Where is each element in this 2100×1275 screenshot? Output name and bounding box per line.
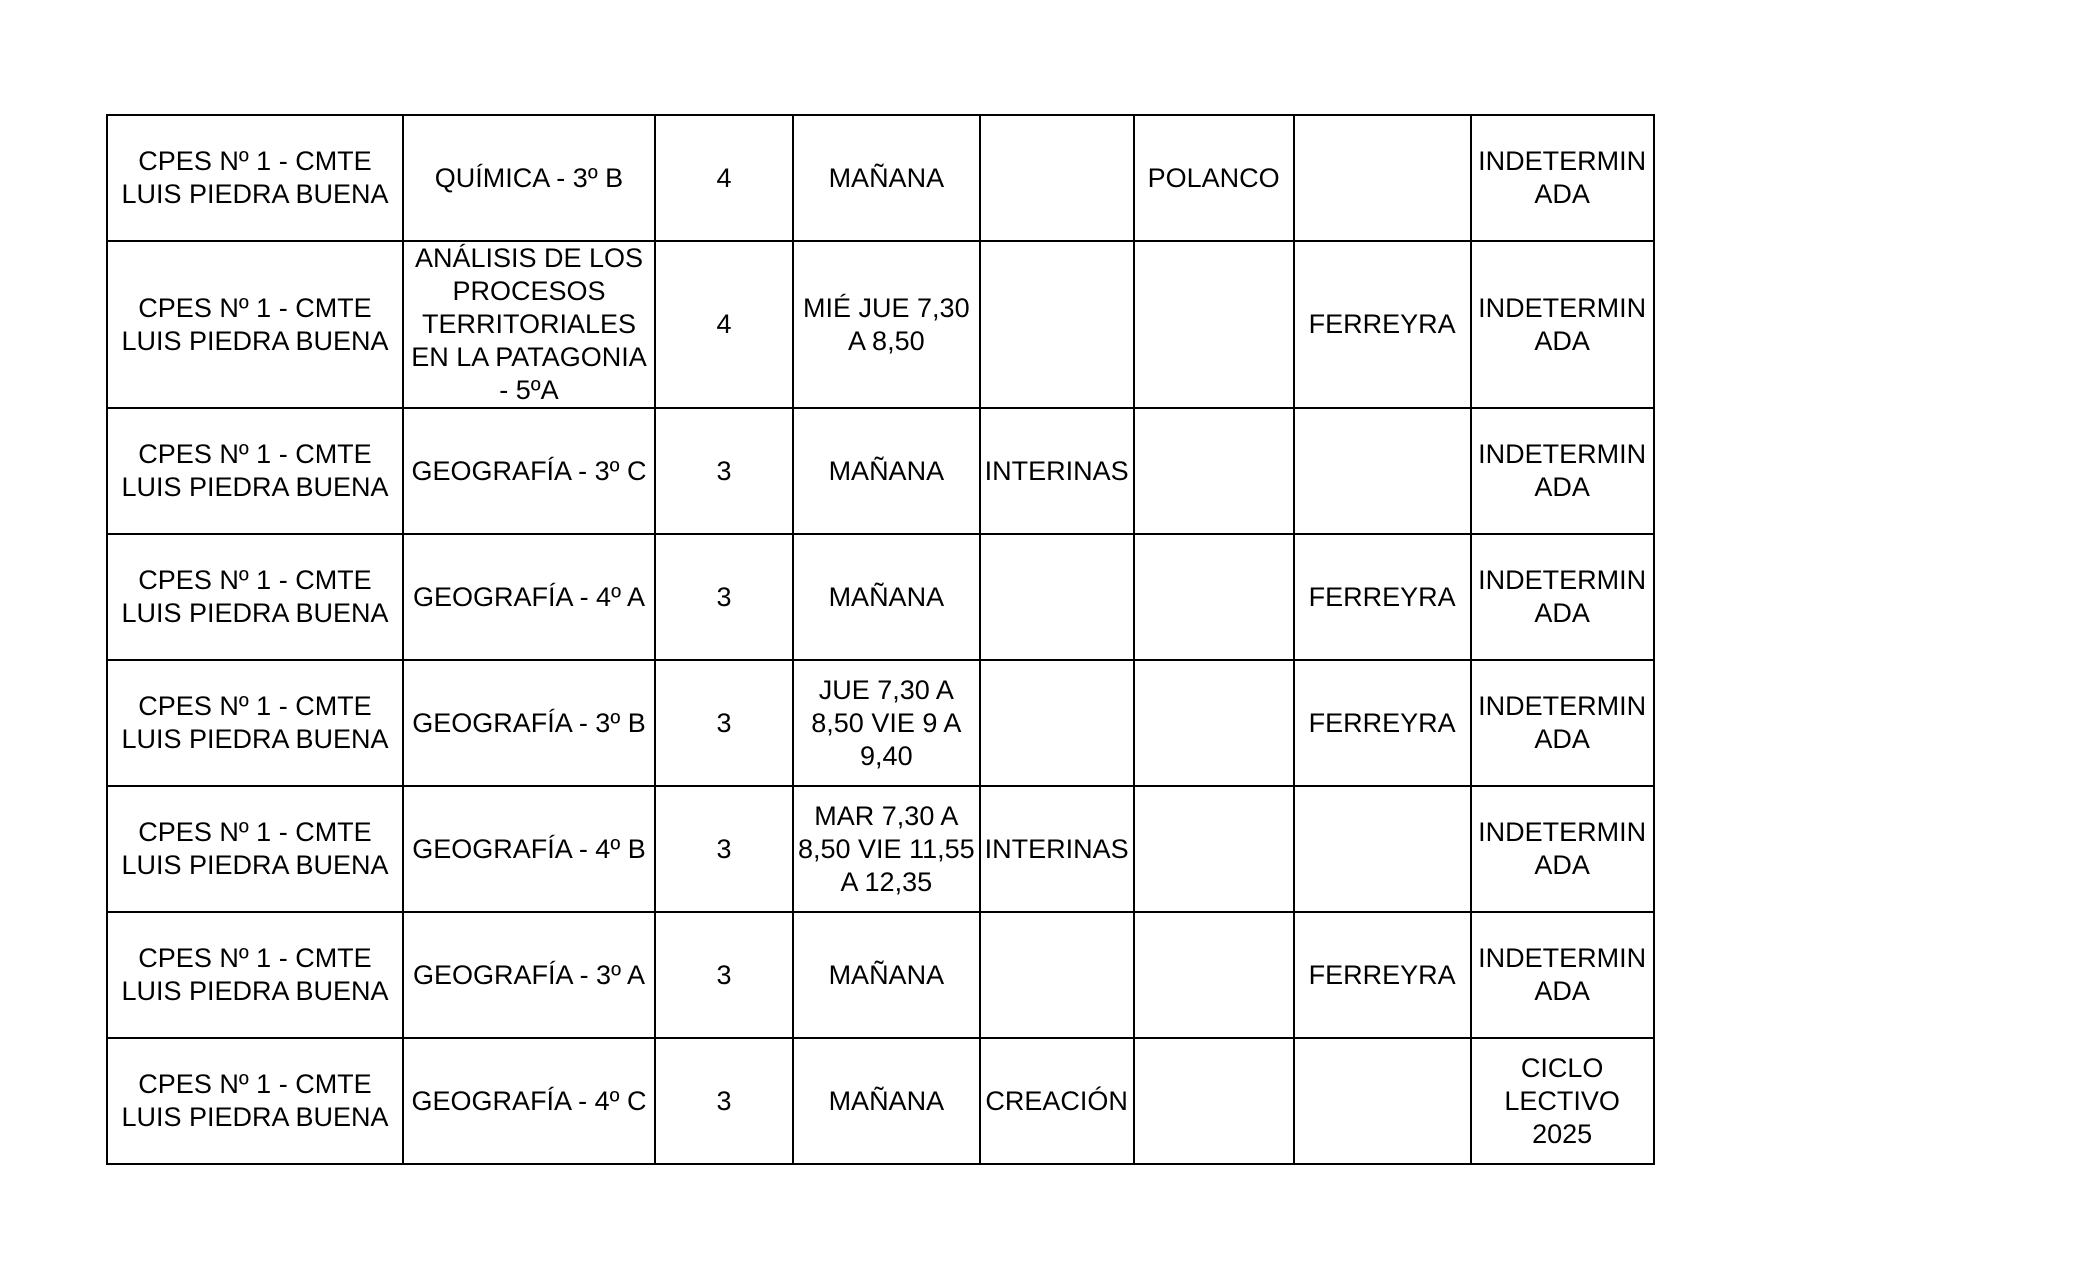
subject-cell-line: GEOGRAFÍA - 3º A (413, 959, 645, 990)
table-body (107, 115, 1654, 1164)
hours-cell-text: 4 (716, 162, 732, 193)
duration-cell-line: ADA (1534, 472, 1590, 502)
hours-cell-text: 3 (716, 581, 732, 612)
schedule-cell-line: 8,50 VIE 11,55 (798, 833, 975, 864)
schedule-cell-line: A 8,50 (848, 325, 925, 356)
type-cell (980, 786, 1134, 912)
teacher-cell (1134, 660, 1294, 786)
type-cell (980, 660, 1134, 786)
duration-cell-line: INDETERMIN (1478, 146, 1647, 176)
subject-cell (403, 912, 655, 1038)
school-cell (107, 534, 403, 660)
school-cell-line: CPES Nº 1 - CMTE (138, 817, 372, 847)
school-cell-line: CPES Nº 1 - CMTE (138, 943, 372, 973)
schedule-cell (793, 241, 980, 408)
teacher-cell-2 (1294, 786, 1471, 912)
school-cell (107, 660, 403, 786)
duration-cell (1471, 115, 1654, 241)
teacher-cell (1134, 1038, 1294, 1164)
duration-cell (1471, 912, 1654, 1038)
duration-cell (1471, 241, 1654, 408)
subject-cell-line: QUÍMICA - 3º B (434, 162, 624, 193)
schedule-cell (793, 660, 980, 786)
type-cell (980, 408, 1134, 534)
subject-cell (403, 534, 655, 660)
hours-cell-text: 3 (716, 455, 732, 486)
school-cell (107, 408, 403, 534)
schedule-cell-line: MIÉ JUE 7,30 (803, 292, 970, 323)
teacher-cell-2 (1294, 1038, 1471, 1164)
hours-cell (655, 534, 793, 660)
teacher-cell (1134, 241, 1294, 408)
hours-cell (655, 408, 793, 534)
schedule-cell-line: MAÑANA (828, 162, 945, 193)
subject-cell (403, 408, 655, 534)
schedule-cell (793, 912, 980, 1038)
subject-cell-line: - 5ºA (499, 375, 559, 405)
table-row (107, 912, 1654, 1038)
duration-cell (1471, 1038, 1654, 1164)
hours-cell (655, 1038, 793, 1164)
school-cell (107, 786, 403, 912)
teacher-cell (1134, 786, 1294, 912)
school-cell-line: LUIS PIEDRA BUENA (121, 850, 389, 880)
duration-cell (1471, 660, 1654, 786)
subject-cell-line: TERRITORIALES (421, 309, 637, 339)
teacher-cell-2 (1294, 408, 1471, 534)
duration-cell-line: INDETERMIN (1478, 292, 1647, 323)
teacher-cell-2 (1294, 115, 1471, 241)
subject-cell (403, 115, 655, 241)
vacancy-table (106, 114, 1655, 1165)
school-cell-line: CPES Nº 1 - CMTE (138, 1069, 372, 1099)
duration-cell-line: ADA (1534, 976, 1590, 1006)
school-cell-line: LUIS PIEDRA BUENA (121, 325, 389, 356)
school-cell-line: LUIS PIEDRA BUENA (121, 598, 389, 628)
duration-cell (1471, 534, 1654, 660)
teacher-cell-2-text: FERREYRA (1308, 581, 1456, 612)
duration-cell-line: ADA (1534, 325, 1590, 356)
table-row (107, 534, 1654, 660)
table-row (107, 1038, 1654, 1164)
duration-cell-line: INDETERMIN (1478, 565, 1647, 595)
schedule-cell-line: A 12,35 (840, 866, 933, 897)
schedule-cell-line: MAÑANA (828, 1085, 945, 1116)
hours-cell (655, 660, 793, 786)
subject-cell (403, 241, 655, 408)
teacher-cell (1134, 408, 1294, 534)
schedule-cell-line: MAÑANA (828, 455, 945, 486)
school-cell (107, 1038, 403, 1164)
teacher-cell-text: POLANCO (1147, 162, 1280, 193)
school-cell-line: LUIS PIEDRA BUENA (121, 976, 389, 1006)
hours-cell (655, 786, 793, 912)
duration-cell (1471, 408, 1654, 534)
school-cell-line: CPES Nº 1 - CMTE (138, 292, 372, 323)
subject-cell-line: EN LA PATAGONIA (411, 342, 647, 372)
schedule-cell-line: MAÑANA (828, 581, 945, 612)
duration-cell-line: INDETERMIN (1478, 439, 1647, 469)
table-row (107, 241, 1654, 408)
teacher-cell (1134, 912, 1294, 1038)
subject-cell-line: GEOGRAFÍA - 4º B (412, 833, 646, 864)
school-cell-line: CPES Nº 1 - CMTE (138, 439, 372, 469)
duration-cell-line: ADA (1534, 598, 1590, 628)
school-cell-line: CPES Nº 1 - CMTE (138, 565, 372, 595)
schedule-cell (793, 534, 980, 660)
type-cell-text: CREACIÓN (985, 1085, 1128, 1116)
school-cell-line: LUIS PIEDRA BUENA (121, 724, 389, 754)
teacher-cell-2 (1294, 912, 1471, 1038)
schedule-cell (793, 1038, 980, 1164)
duration-cell-line: INDETERMIN (1478, 943, 1647, 973)
table-row (107, 408, 1654, 534)
schedule-cell-line: MAR 7,30 A (814, 800, 959, 831)
subject-cell (403, 786, 655, 912)
teacher-cell-2-text: FERREYRA (1308, 959, 1456, 990)
subject-cell-line: GEOGRAFÍA - 4º A (413, 581, 645, 612)
school-cell (107, 115, 403, 241)
teacher-cell-2 (1294, 241, 1471, 408)
type-cell (980, 241, 1134, 408)
teacher-cell-2-text: FERREYRA (1308, 309, 1456, 339)
subject-cell-line: GEOGRAFÍA - 3º B (412, 707, 646, 738)
school-cell-line: LUIS PIEDRA BUENA (121, 1102, 389, 1132)
subject-cell (403, 1038, 655, 1164)
duration-cell (1471, 786, 1654, 912)
duration-cell-line: ADA (1534, 850, 1590, 880)
duration-cell-line: LECTIVO (1504, 1085, 1620, 1116)
school-cell-line: LUIS PIEDRA BUENA (121, 179, 389, 209)
school-cell-line: LUIS PIEDRA BUENA (121, 472, 389, 502)
duration-cell-line: ADA (1534, 179, 1590, 209)
table-row (107, 115, 1654, 241)
type-cell-text: INTERINAS (984, 833, 1129, 864)
teacher-cell-2-text: FERREYRA (1308, 707, 1456, 738)
type-cell (980, 115, 1134, 241)
hours-cell-text: 4 (716, 309, 732, 339)
teacher-cell (1134, 115, 1294, 241)
hours-cell-text: 3 (716, 833, 732, 864)
schedule-cell-line: 9,40 (860, 740, 913, 771)
table-row (107, 660, 1654, 786)
teacher-cell-2 (1294, 534, 1471, 660)
teacher-cell (1134, 534, 1294, 660)
type-cell (980, 534, 1134, 660)
hours-cell (655, 115, 793, 241)
schedule-cell-line: 8,50 VIE 9 A (811, 707, 962, 738)
school-cell (107, 912, 403, 1038)
type-cell-text: INTERINAS (984, 455, 1129, 486)
type-cell (980, 1038, 1134, 1164)
subject-cell-line: ANÁLISIS DE LOS (414, 243, 644, 273)
type-cell (980, 912, 1134, 1038)
hours-cell (655, 912, 793, 1038)
teacher-cell-2 (1294, 660, 1471, 786)
subject-cell-line: PROCESOS (452, 276, 606, 306)
school-cell (107, 241, 403, 408)
subject-cell (403, 660, 655, 786)
duration-cell-line: INDETERMIN (1478, 817, 1647, 847)
hours-cell-text: 3 (716, 1085, 732, 1116)
schedule-cell-line: MAÑANA (828, 959, 945, 990)
schedule-cell (793, 115, 980, 241)
hours-cell-text: 3 (716, 707, 732, 738)
school-cell-line: CPES Nº 1 - CMTE (138, 691, 372, 721)
schedule-cell-line: JUE 7,30 A (818, 674, 954, 705)
duration-cell-line: INDETERMIN (1478, 691, 1647, 721)
school-cell-line: CPES Nº 1 - CMTE (138, 146, 372, 176)
duration-cell-line: ADA (1534, 724, 1590, 754)
subject-cell-line: GEOGRAFÍA - 4º C (411, 1085, 647, 1116)
subject-cell-line: GEOGRAFÍA - 3º C (411, 455, 647, 486)
hours-cell-text: 3 (716, 959, 732, 990)
duration-cell-line: 2025 (1532, 1118, 1593, 1149)
schedule-cell (793, 408, 980, 534)
table-row (107, 786, 1654, 912)
hours-cell (655, 241, 793, 408)
schedule-cell (793, 786, 980, 912)
duration-cell-line: CICLO (1520, 1052, 1604, 1083)
